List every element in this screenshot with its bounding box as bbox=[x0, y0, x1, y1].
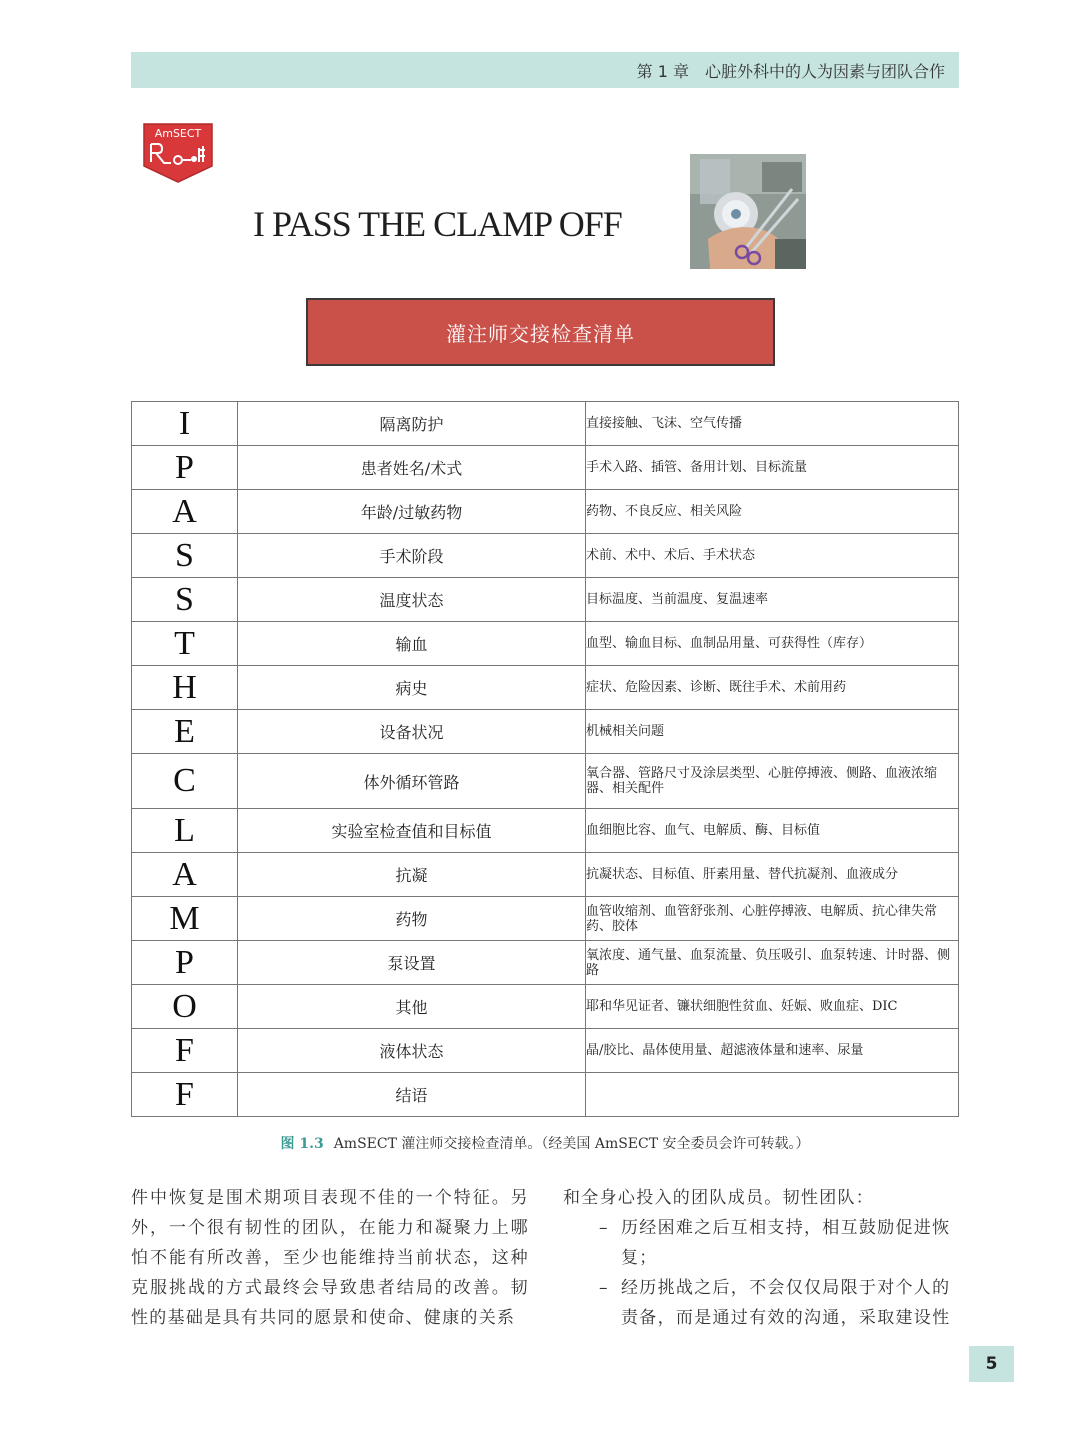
checklist-letter: A bbox=[132, 853, 238, 897]
checklist-detail: 目标温度、当前温度、复温速率 bbox=[586, 578, 959, 622]
checklist-detail: 晶/胶比、晶体使用量、超滤液体量和速率、尿量 bbox=[586, 1029, 959, 1073]
checklist-letter: E bbox=[132, 710, 238, 754]
checklist-item: 泵设置 bbox=[238, 941, 586, 985]
checklist-row bbox=[132, 578, 959, 622]
caption-text: AmSECT 灌注师交接检查清单。（经美国 AmSECT 安全委员会许可转载。） bbox=[333, 1136, 810, 1152]
checklist-letter: S bbox=[132, 578, 238, 622]
checklist-row bbox=[132, 666, 959, 710]
checklist-row bbox=[132, 1029, 959, 1073]
checklist-detail: 氧浓度、通气量、血泵流量、负压吸引、血泵转速、计时器、侧路 bbox=[586, 941, 959, 985]
figure-caption bbox=[131, 1133, 959, 1153]
checklist-row bbox=[132, 941, 959, 985]
checklist-letter: I bbox=[132, 402, 238, 446]
checklist-item: 患者姓名/术式 bbox=[238, 446, 586, 490]
checklist-letter: F bbox=[132, 1029, 238, 1073]
checklist-letter: A bbox=[132, 490, 238, 534]
checklist-item: 其他 bbox=[238, 985, 586, 1029]
checklist-letter: S bbox=[132, 534, 238, 578]
checklist-item: 病史 bbox=[238, 666, 586, 710]
checklist-detail: 术前、术中、术后、手术状态 bbox=[586, 534, 959, 578]
checklist-item: 年龄/过敏药物 bbox=[238, 490, 586, 534]
checklist-letter: T bbox=[132, 622, 238, 666]
page-number-text: 5 bbox=[985, 1354, 998, 1374]
checklist-detail: 机械相关问题 bbox=[586, 710, 959, 754]
checklist-row bbox=[132, 710, 959, 754]
checklist-row bbox=[132, 985, 959, 1029]
checklist-letter: P bbox=[132, 446, 238, 490]
body-text-right bbox=[563, 1183, 961, 1333]
bullet-item bbox=[563, 1213, 961, 1273]
checklist-letter: O bbox=[132, 985, 238, 1029]
checklist-item: 抗凝 bbox=[238, 853, 586, 897]
checklist-row bbox=[132, 853, 959, 897]
bullet-text: 历经困难之后互相支持，相互鼓励促进恢复； bbox=[621, 1218, 951, 1268]
checklist-item: 体外循环管路 bbox=[238, 754, 586, 809]
checklist-letter: C bbox=[132, 754, 238, 809]
checklist-detail: 症状、危险因素、诊断、既往手术、术前用药 bbox=[586, 666, 959, 710]
amsect-logo bbox=[141, 122, 215, 184]
checklist-row bbox=[132, 446, 959, 490]
checklist-item: 药物 bbox=[238, 897, 586, 941]
checklist-item: 实验室检查值和目标值 bbox=[238, 809, 586, 853]
clamp-in-hand-photo bbox=[690, 154, 806, 269]
checklist-letter: P bbox=[132, 941, 238, 985]
body-right-intro: 和全身心投入的团队成员。韧性团队： bbox=[563, 1188, 875, 1208]
checklist-detail: 血型、输血目标、血制品用量、可获得性（库存） bbox=[586, 622, 959, 666]
chapter-header bbox=[131, 52, 959, 88]
bullet-dash: – bbox=[599, 1218, 609, 1238]
checklist-detail: 药物、不良反应、相关风险 bbox=[586, 490, 959, 534]
checklist-item: 设备状况 bbox=[238, 710, 586, 754]
checklist-detail: 耶和华见证者、镰状细胞性贫血、妊娠、败血症、DIC bbox=[586, 985, 959, 1029]
body-text-left: 件中恢复是围术期项目表现不佳的一个特征。另外，一个很有韧性的团队，在能力和凝聚力上哪怕不能有所改善，至少也能维持当前状态，这种克服挑战的方式最终会导致患者结局的改善。韧性的基础是具有共同的愿景和使命、健康的关系 bbox=[131, 1188, 529, 1328]
checklist-letter: M bbox=[132, 897, 238, 941]
document-title: I PASS THE CLAMP OFF bbox=[253, 204, 622, 244]
checklist-banner bbox=[306, 298, 775, 366]
checklist-row bbox=[132, 1073, 959, 1117]
chapter-title: 第 1 章 心脏外科中的人为因素与团队合作 bbox=[636, 61, 945, 81]
checklist-item: 结语 bbox=[238, 1073, 586, 1117]
checklist-row bbox=[132, 402, 959, 446]
checklist-detail bbox=[586, 1073, 959, 1117]
checklist-item: 手术阶段 bbox=[238, 534, 586, 578]
checklist-table bbox=[131, 401, 959, 1117]
checklist-row bbox=[132, 622, 959, 666]
checklist-detail: 氧合器、管路尺寸及涂层类型、心脏停搏液、侧路、血液浓缩器、相关配件 bbox=[586, 754, 959, 809]
checklist-item: 隔离防护 bbox=[238, 402, 586, 446]
checklist-letter: F bbox=[132, 1073, 238, 1117]
bullet-dash: – bbox=[599, 1278, 609, 1298]
checklist-detail: 手术入路、插管、备用计划、目标流量 bbox=[586, 446, 959, 490]
checklist-detail: 抗凝状态、目标值、肝素用量、替代抗凝剂、血液成分 bbox=[586, 853, 959, 897]
checklist-detail: 血管收缩剂、血管舒张剂、心脏停搏液、电解质、抗心律失常药、胶体 bbox=[586, 897, 959, 941]
figure-label: 图 1.3 bbox=[280, 1136, 324, 1152]
checklist-letter: L bbox=[132, 809, 238, 853]
checklist-detail: 直接接触、飞沫、空气传播 bbox=[586, 402, 959, 446]
checklist-row bbox=[132, 534, 959, 578]
checklist-row bbox=[132, 809, 959, 853]
checklist-item: 液体状态 bbox=[238, 1029, 586, 1073]
checklist-detail: 血细胞比容、血气、电解质、酶、目标值 bbox=[586, 809, 959, 853]
banner-text: 灌注师交接检查清单 bbox=[446, 321, 635, 346]
bullet-text: 经历挑战之后，不会仅仅局限于对个人的责备，而是通过有效的沟通，采取建设性 bbox=[621, 1278, 951, 1328]
checklist-letter: H bbox=[132, 666, 238, 710]
bullet-item bbox=[563, 1273, 961, 1333]
checklist-row bbox=[132, 490, 959, 534]
checklist-row bbox=[132, 897, 959, 941]
checklist-row bbox=[132, 754, 959, 809]
checklist-item: 温度状态 bbox=[238, 578, 586, 622]
logo-text: AmSECT bbox=[154, 127, 202, 140]
page-number bbox=[969, 1346, 1014, 1382]
checklist-item: 输血 bbox=[238, 622, 586, 666]
